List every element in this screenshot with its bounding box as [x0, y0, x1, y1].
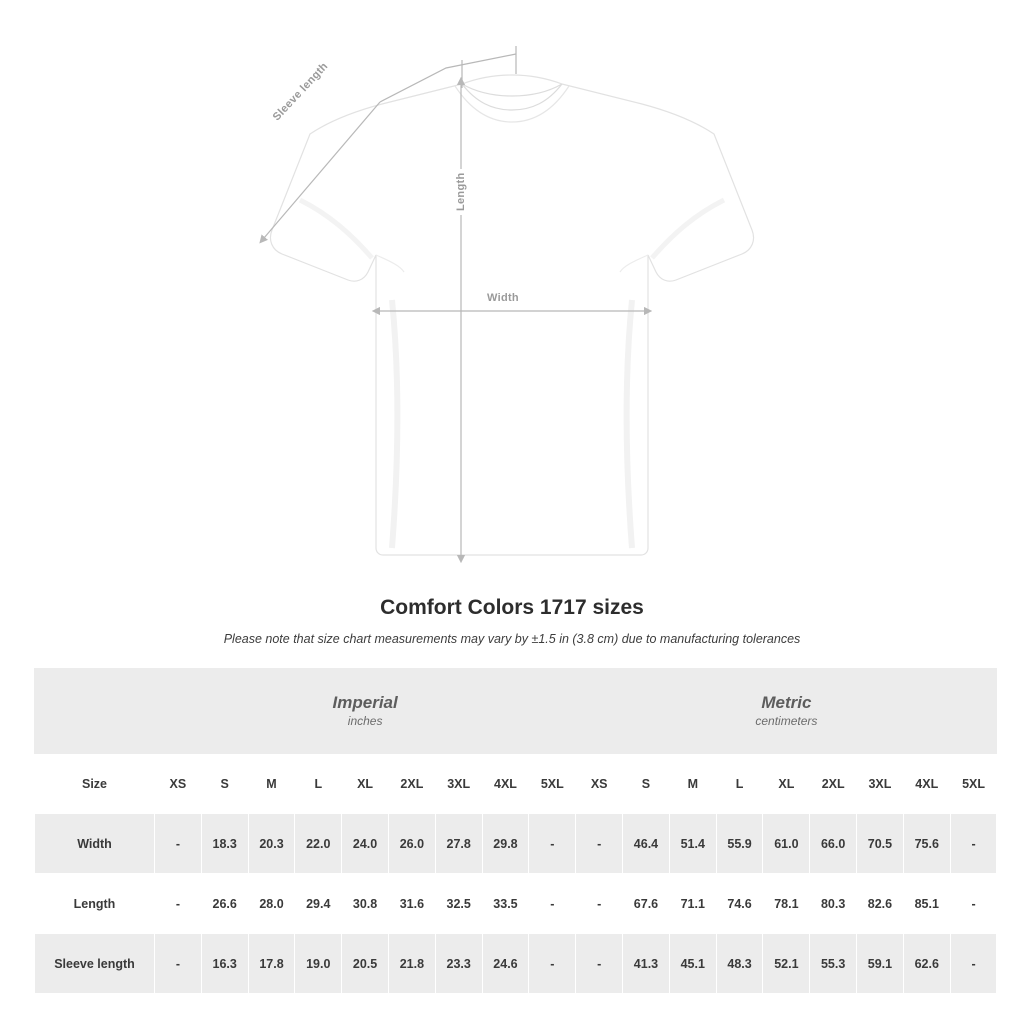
table-cell: 23.3: [435, 934, 482, 994]
size-header-cell: L: [295, 754, 342, 814]
table-cell: -: [529, 874, 576, 934]
table-cell: 80.3: [810, 874, 857, 934]
unit-header-row: [35, 669, 997, 754]
table-row: [35, 814, 997, 874]
table-cell: 78.1: [763, 874, 810, 934]
table-cell: 82.6: [857, 874, 904, 934]
sleeve-length-label: Sleeve length: [268, 57, 333, 126]
table-cell: -: [529, 934, 576, 994]
unit-header-metric: [576, 669, 997, 754]
table-cell: 27.8: [435, 814, 482, 874]
size-table: [34, 668, 997, 994]
table-cell: 20.5: [342, 934, 389, 994]
table-cell: 20.3: [248, 814, 295, 874]
table-cell: 71.1: [669, 874, 716, 934]
size-header-cell: XS: [155, 754, 202, 814]
row-label-length: Length: [35, 874, 155, 934]
size-header-cell: S: [623, 754, 670, 814]
row-label-sleeve-length: Sleeve length: [35, 934, 155, 994]
size-header-cell: M: [669, 754, 716, 814]
unit-header-spacer: [35, 669, 155, 754]
size-header-cell: 3XL: [857, 754, 904, 814]
table-cell: 21.8: [388, 934, 435, 994]
size-header-cell: XL: [342, 754, 389, 814]
unit-sub-metric: centimeters: [755, 714, 818, 729]
table-cell: -: [950, 814, 997, 874]
size-header-cell: M: [248, 754, 295, 814]
table-cell: 16.3: [201, 934, 248, 994]
table-cell: 31.6: [388, 874, 435, 934]
table-cell: 62.6: [903, 934, 950, 994]
size-header-label: Size: [35, 754, 155, 814]
table-row: [35, 874, 997, 934]
unit-name-imperial: Imperial: [332, 692, 398, 712]
size-header-cell: 4XL: [903, 754, 950, 814]
table-cell: 28.0: [248, 874, 295, 934]
table-cell: 24.0: [342, 814, 389, 874]
table-cell: 45.1: [669, 934, 716, 994]
size-header-cell: 5XL: [529, 754, 576, 814]
size-header-row: [35, 754, 997, 814]
unit-sub-imperial: inches: [347, 714, 383, 729]
table-cell: 26.0: [388, 814, 435, 874]
table-cell: 32.5: [435, 874, 482, 934]
table-cell: -: [576, 934, 623, 994]
table-cell: -: [155, 874, 202, 934]
tolerance-note: Please note that size chart measurements may vary by ±1.5 in (3.8 cm) due to manufacturing tolerances: [223, 632, 801, 646]
table-cell: -: [950, 934, 997, 994]
table-cell: 17.8: [248, 934, 295, 994]
table-row: [35, 934, 997, 994]
table-cell: 59.1: [857, 934, 904, 994]
table-cell: 55.3: [810, 934, 857, 994]
table-cell: 67.6: [623, 874, 670, 934]
table-cell: 52.1: [763, 934, 810, 994]
table-cell: -: [529, 814, 576, 874]
width-label: Width: [482, 292, 524, 304]
tshirt-shape: [270, 75, 753, 555]
table-cell: 41.3: [623, 934, 670, 994]
size-header-cell: XL: [763, 754, 810, 814]
size-header-cell: S: [201, 754, 248, 814]
size-header-cell: XS: [576, 754, 623, 814]
size-header-cell: 5XL: [950, 754, 997, 814]
table-cell: 85.1: [903, 874, 950, 934]
size-header-cell: 2XL: [388, 754, 435, 814]
table-cell: -: [155, 934, 202, 994]
table-cell: -: [576, 814, 623, 874]
length-label: Length: [455, 169, 467, 215]
table-cell: 46.4: [623, 814, 670, 874]
table-cell: 61.0: [763, 814, 810, 874]
size-header-cell: L: [716, 754, 763, 814]
page-title: Comfort Colors 1717 sizes: [380, 596, 644, 619]
table-cell: 22.0: [295, 814, 342, 874]
table-cell: 66.0: [810, 814, 857, 874]
table-cell: 48.3: [716, 934, 763, 994]
table-cell: 30.8: [342, 874, 389, 934]
table-cell: -: [155, 814, 202, 874]
table-cell: 75.6: [903, 814, 950, 874]
table-cell: 29.4: [295, 874, 342, 934]
size-header-cell: 3XL: [435, 754, 482, 814]
table-cell: 26.6: [201, 874, 248, 934]
table-cell: -: [576, 874, 623, 934]
table-cell: -: [950, 874, 997, 934]
table-cell: 24.6: [482, 934, 529, 994]
size-header-cell: 4XL: [482, 754, 529, 814]
table-cell: 51.4: [669, 814, 716, 874]
table-cell: 19.0: [295, 934, 342, 994]
table-cell: 70.5: [857, 814, 904, 874]
unit-name-metric: Metric: [761, 692, 812, 712]
unit-header-imperial: [155, 669, 576, 754]
row-label-width: Width: [35, 814, 155, 874]
table-cell: 33.5: [482, 874, 529, 934]
size-table-wrapper: [34, 668, 990, 994]
table-cell: 74.6: [716, 874, 763, 934]
table-cell: 29.8: [482, 814, 529, 874]
table-cell: 55.9: [716, 814, 763, 874]
size-header-cell: 2XL: [810, 754, 857, 814]
table-cell: 18.3: [201, 814, 248, 874]
